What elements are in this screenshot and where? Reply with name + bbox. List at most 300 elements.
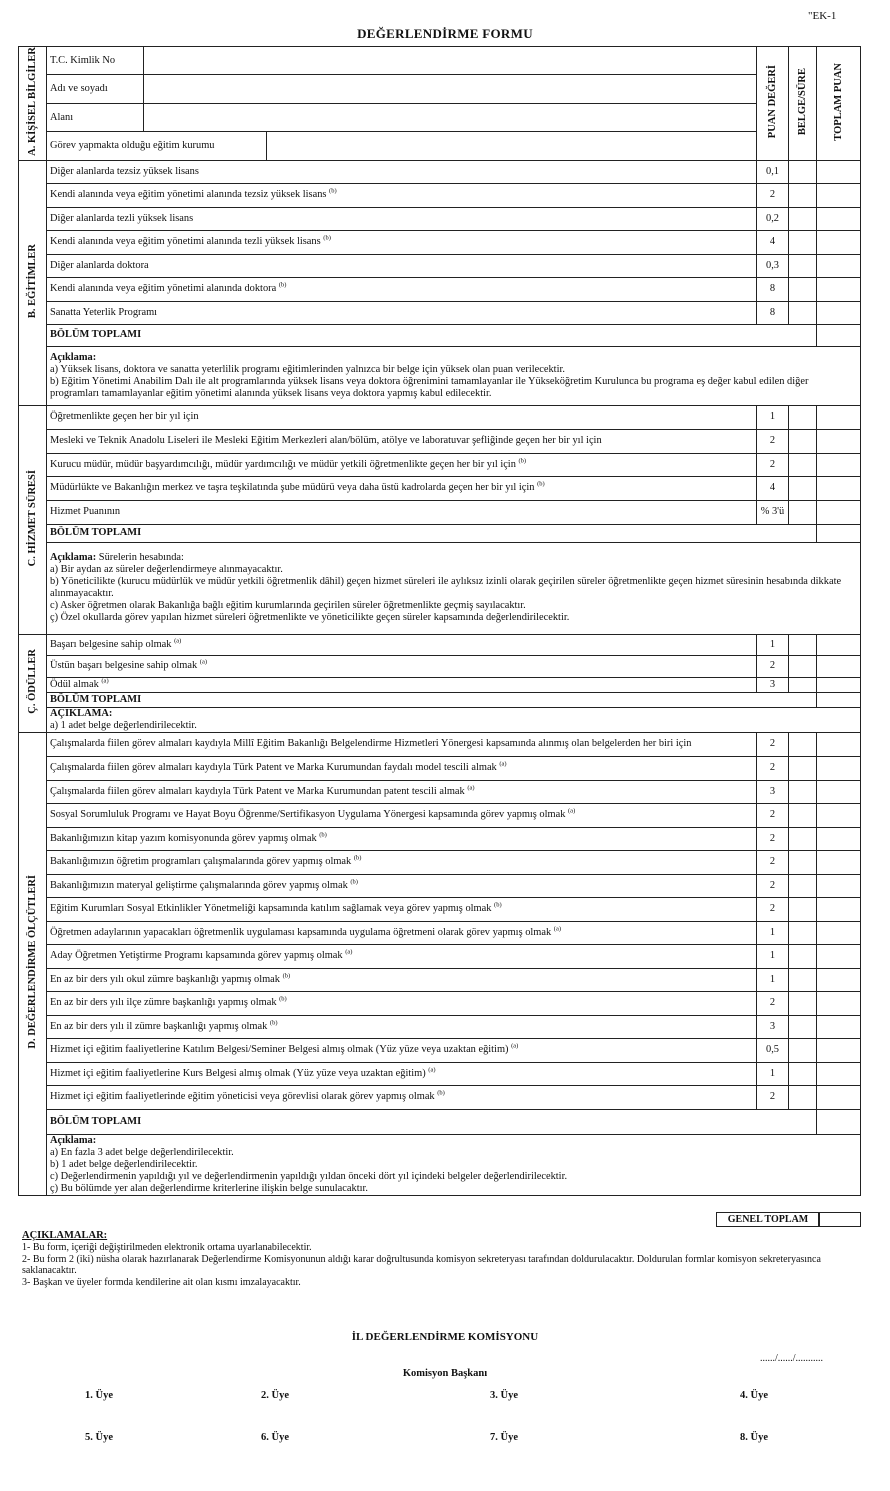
criterion-text bbox=[47, 1062, 757, 1085]
belge-sure-input[interactable] bbox=[789, 476, 817, 500]
section-cc-label bbox=[19, 634, 47, 732]
footer-item: 1- Bu form, içeriği değiştirilmeden elektronik ortama uyarlanabilecektir. bbox=[22, 1241, 312, 1253]
criterion-label: Kendi alanında veya eğitim yönetimi alanında tezsiz yüksek lisans bbox=[50, 189, 327, 201]
belge-sure-input[interactable] bbox=[789, 732, 817, 756]
section-total-input[interactable] bbox=[817, 524, 861, 542]
criterion-text bbox=[47, 874, 757, 897]
footnote-ref: (b) bbox=[279, 995, 287, 1003]
field-value-input[interactable] bbox=[144, 103, 757, 131]
table-row bbox=[19, 827, 861, 850]
criterion-text bbox=[47, 968, 757, 991]
table-row bbox=[19, 524, 861, 542]
criterion-text bbox=[47, 277, 757, 301]
footer-item: 2- Bu form 2 (iki) nüsha olarak hazırlanarak Değerlendirme Komisyonunun aldığı karar doğrultusunda komisyon sekreteryası tarafından doldurulacaktır. Doldurulan formlar komisyon sekreteryasınca saklanacaktır. bbox=[22, 1253, 821, 1277]
points-value: 2 bbox=[757, 756, 789, 780]
toplam-puan-input[interactable] bbox=[817, 160, 861, 183]
note-intro: Sürelerin hesabında: bbox=[98, 552, 184, 564]
criterion-text bbox=[47, 780, 757, 803]
table-row bbox=[19, 1015, 861, 1038]
criterion-label: Çalışmalarda fiilen görev almaları kaydıyla Millî Eğitim Bakanlığı Belgelendirme Hizmetleri Yönergesi kapsamında alınmış olan belgelerden her biri için bbox=[50, 738, 692, 750]
criterion-label: Hizmet içi eğitim faaliyetlerinde eğitim yöneticisi veya görevlisi olarak görev yapmış olmak bbox=[50, 1091, 435, 1103]
toplam-puan-input[interactable] bbox=[817, 827, 861, 850]
member-3: 3. Üye bbox=[490, 1390, 518, 1401]
field-label bbox=[47, 103, 144, 131]
criterion-text bbox=[47, 827, 757, 850]
belge-sure-input[interactable] bbox=[789, 453, 817, 476]
field-label bbox=[47, 75, 144, 103]
criterion-label: Diğer alanlarda doktora bbox=[50, 259, 149, 271]
footnote-ref: (b) bbox=[278, 281, 287, 289]
belge-sure-input[interactable] bbox=[789, 500, 817, 524]
table-row bbox=[19, 874, 861, 897]
toplam-puan-input[interactable] bbox=[817, 1062, 861, 1085]
toplam-puan-input[interactable] bbox=[817, 405, 861, 429]
footer-item: 3- Başkan ve üyeler formda kendilerine ait olan kısmı imzalayacaktır. bbox=[22, 1277, 301, 1289]
belge-sure-input[interactable] bbox=[789, 1085, 817, 1109]
criterion-label: Kendi alanında veya eğitim yönetimi alanında doktora bbox=[50, 283, 277, 295]
header-puan-degeri bbox=[757, 47, 789, 161]
criterion-label: Aday Öğretmen Yetiştirme Programı kapsamında görev yapmış olmak bbox=[50, 950, 343, 962]
belge-sure-input[interactable] bbox=[789, 991, 817, 1015]
section-a-label bbox=[19, 47, 47, 161]
note-item: a) Yüksek lisans, doktora ve sanatta yeterlilik programı eğitimlerinden yalnızca bir belge için yüksek olan puan verilecektir. bbox=[50, 363, 565, 375]
criterion-label: En az bir ders yılı il zümre başkanlığı yapmış olmak bbox=[50, 1020, 268, 1032]
note-title: Açıklama: bbox=[50, 552, 97, 564]
member-4: 4. Üye bbox=[740, 1390, 768, 1401]
table-row bbox=[19, 207, 861, 230]
table-row bbox=[19, 944, 861, 968]
criterion-text bbox=[47, 500, 757, 524]
belge-sure-input[interactable] bbox=[789, 160, 817, 183]
member-7: 7. Üye bbox=[490, 1432, 518, 1443]
criterion-label: Bakanlığımızın kitap yazım komisyonunda görev yapmış olmak bbox=[50, 832, 317, 844]
footnote-ref: (b) bbox=[518, 457, 527, 465]
points-value: 2 bbox=[757, 655, 789, 677]
points-value: 2 bbox=[757, 803, 789, 827]
toplam-puan-input[interactable] bbox=[817, 207, 861, 230]
belge-sure-input[interactable] bbox=[789, 277, 817, 301]
toplam-puan-input[interactable] bbox=[817, 254, 861, 277]
points-value: 8 bbox=[757, 277, 789, 301]
points-value: 3 bbox=[757, 780, 789, 803]
annex-label: "EK-1 bbox=[808, 10, 837, 22]
table-row bbox=[19, 47, 861, 75]
section-total-label bbox=[47, 524, 817, 542]
member-2: 2. Üye bbox=[261, 1390, 289, 1401]
criterion-label: Hizmet içi eğitim faaliyetlerine Katılım Belgesi/Seminer Belgesi almış olmak (Yüz yüze veya uzaktan eğitim) bbox=[50, 1044, 509, 1056]
criterion-text bbox=[47, 850, 757, 874]
table-row bbox=[19, 968, 861, 991]
belge-sure-input[interactable] bbox=[789, 1038, 817, 1062]
field-label-text: T.C. Kimlik No bbox=[50, 54, 116, 66]
belge-sure-input[interactable] bbox=[789, 921, 817, 944]
belge-sure-input[interactable] bbox=[789, 850, 817, 874]
section-cc-label-text: Ç. ÖDÜLLER bbox=[26, 648, 38, 714]
footnote-ref: (b) bbox=[323, 234, 331, 242]
table-row bbox=[19, 476, 861, 500]
toplam-puan-input[interactable] bbox=[817, 874, 861, 897]
points-value: 4 bbox=[757, 476, 789, 500]
points-value: 1 bbox=[757, 634, 789, 655]
table-row bbox=[19, 655, 861, 677]
points-value: 1 bbox=[757, 1062, 789, 1085]
criterion-text bbox=[47, 160, 757, 183]
section-total-input[interactable] bbox=[817, 324, 861, 346]
toplam-puan-input[interactable] bbox=[817, 453, 861, 476]
footnote-ref: (b) bbox=[494, 901, 502, 909]
note-item: b) Yöneticilikte (kurucu müdürlük ve müdür yetkili öğretmenlik dâhil) geçen hizmet süreleri ile aylıksız izinli olarak geçirilen süreler öğretmenlikte geçen hizmet süresinin hesabında dikkate alınmayacaktır. bbox=[50, 576, 842, 600]
criterion-text bbox=[47, 677, 757, 692]
criterion-text bbox=[47, 1038, 757, 1062]
points-value: 0,5 bbox=[757, 1038, 789, 1062]
toplam-puan-input[interactable] bbox=[817, 780, 861, 803]
criterion-text bbox=[47, 429, 757, 453]
points-value: 0,1 bbox=[757, 160, 789, 183]
criterion-label: Kendi alanında veya eğitim yönetimi alanında tezli yüksek lisans bbox=[50, 236, 321, 248]
table-row bbox=[19, 1109, 861, 1134]
table-row bbox=[19, 756, 861, 780]
points-value: 2 bbox=[757, 874, 789, 897]
points-value: 2 bbox=[757, 183, 789, 207]
table-row bbox=[19, 542, 861, 634]
table-row bbox=[19, 277, 861, 301]
toplam-puan-input[interactable] bbox=[817, 429, 861, 453]
belge-sure-input[interactable] bbox=[789, 1015, 817, 1038]
table-row bbox=[19, 75, 861, 103]
points-value: 1 bbox=[757, 968, 789, 991]
field-label-text: Alanı bbox=[50, 111, 74, 123]
form-title: DEĞERLENDİRME FORMU bbox=[357, 26, 533, 41]
date-field[interactable]: ....../....../........... bbox=[760, 1353, 824, 1364]
footnote-ref: (b) bbox=[353, 854, 362, 862]
belge-sure-input[interactable] bbox=[789, 405, 817, 429]
table-row bbox=[19, 1038, 861, 1062]
criterion-text bbox=[47, 897, 757, 921]
field-label-text: Görev yapmakta olduğu eğitim kurumu bbox=[50, 140, 215, 152]
table-row bbox=[19, 230, 861, 254]
criterion-label: Öğretmen adaylarının yapacakları öğretmenlik uygulaması kapsamında uygulama öğretmeni olarak görev yapmış olmak bbox=[50, 926, 552, 938]
member-8: 8. Üye bbox=[740, 1432, 768, 1443]
member-1: 1. Üye bbox=[85, 1390, 113, 1401]
footnote-ref: (b) bbox=[537, 480, 545, 488]
table-row bbox=[19, 346, 861, 405]
section-notes bbox=[47, 542, 861, 634]
criterion-text bbox=[47, 1015, 757, 1038]
section-notes bbox=[47, 1134, 861, 1195]
criterion-label: Diğer alanlarda tezli yüksek lisans bbox=[50, 212, 194, 224]
toplam-puan-input[interactable] bbox=[817, 968, 861, 991]
section-total-input[interactable] bbox=[817, 1109, 861, 1134]
belge-sure-input[interactable] bbox=[789, 429, 817, 453]
criterion-label: Üstün başarı belgesine sahip olmak bbox=[50, 660, 198, 672]
table-row bbox=[19, 692, 861, 707]
belge-sure-input[interactable] bbox=[789, 1062, 817, 1085]
belge-sure-input[interactable] bbox=[789, 968, 817, 991]
criterion-label: Bakanlığımızın materyal geliştirme çalışmalarında görev yapmış olmak bbox=[50, 879, 348, 891]
belge-sure-input[interactable] bbox=[789, 634, 817, 655]
criterion-text bbox=[47, 921, 757, 944]
section-c-label-text: C. HİZMET SÜRESİ bbox=[26, 469, 38, 567]
criterion-text bbox=[47, 803, 757, 827]
section-d-label-text: D. DEĞERLENDİRME ÖLÇÜTLERİ bbox=[26, 875, 38, 1049]
table-row bbox=[19, 301, 861, 324]
points-value: % 3'ü bbox=[757, 500, 789, 524]
criterion-label: Hizmet içi eğitim faaliyetlerine Kurs Belgesi almış olmak (Yüz yüze veya uzaktan eğitim) bbox=[50, 1067, 426, 1079]
section-b-label-text: B. EĞİTİMLER bbox=[26, 243, 38, 318]
criterion-text bbox=[47, 254, 757, 277]
section-total-input[interactable] bbox=[817, 692, 861, 707]
criterion-label: Sosyal Sorumluluk Programı ve Hayat Boyu Öğrenme/Sertifikasyon Uygulama Yönergesi kapsamında görev yapmış olmak bbox=[50, 809, 566, 821]
points-value: 2 bbox=[757, 897, 789, 921]
criterion-label: Diğer alanlarda tezsiz yüksek lisans bbox=[50, 165, 199, 177]
table-row bbox=[19, 780, 861, 803]
footnote-ref: (a) bbox=[428, 1066, 436, 1074]
toplam-puan-input[interactable] bbox=[817, 991, 861, 1015]
criterion-text bbox=[47, 405, 757, 429]
field-value-input[interactable] bbox=[267, 132, 757, 160]
section-total-text: BÖLÜM TOPLAMI bbox=[50, 693, 142, 705]
genel-toplam-value[interactable] bbox=[818, 1212, 861, 1227]
footnote-ref: (a) bbox=[553, 925, 562, 933]
header-puan-degeri-text: PUAN DEĞERİ bbox=[766, 64, 778, 139]
footnote-ref: (b) bbox=[319, 831, 327, 839]
note-item: c) Değerlendirmenin yapıldığı yıl ve değerlendirmenin yapıldığı yıldan önceki dört yıl içindeki belgeler değerlendirilecektir. bbox=[50, 1170, 568, 1182]
belge-sure-input[interactable] bbox=[789, 944, 817, 968]
toplam-puan-input[interactable] bbox=[817, 301, 861, 324]
points-value: 2 bbox=[757, 991, 789, 1015]
header-toplam-puan bbox=[817, 47, 861, 161]
toplam-puan-input[interactable] bbox=[817, 476, 861, 500]
table-row bbox=[19, 707, 861, 732]
points-value: 1 bbox=[757, 405, 789, 429]
footer-title: AÇIKLAMALAR: bbox=[22, 1230, 108, 1241]
footnote-ref: (a) bbox=[199, 658, 207, 666]
table-row bbox=[19, 183, 861, 207]
footnote-ref: (a) bbox=[499, 760, 507, 768]
criterion-label: Ödül almak bbox=[50, 678, 99, 690]
criterion-label: Hizmet Puanının bbox=[50, 506, 121, 518]
note-item: a) 1 adet belge değerlendirilecektir. bbox=[50, 719, 197, 731]
table-row bbox=[19, 991, 861, 1015]
criterion-label: Öğretmenlikte geçen her bir yıl için bbox=[50, 411, 199, 423]
note-title: AÇIKLAMA: bbox=[50, 707, 113, 719]
belge-sure-input[interactable] bbox=[789, 677, 817, 692]
toplam-puan-input[interactable] bbox=[817, 803, 861, 827]
footnote-ref: (b) bbox=[437, 1089, 445, 1097]
criterion-text bbox=[47, 634, 757, 655]
header-toplam-puan-text: TOPLAM PUAN bbox=[832, 62, 844, 141]
member-5: 5. Üye bbox=[85, 1432, 113, 1443]
field-value-input[interactable] bbox=[144, 47, 757, 75]
note-item: ç) Bu bölümde yer alan değerlendirme kriterlerine ilişkin belge sunulacaktır. bbox=[50, 1182, 368, 1194]
note-item: a) Bir aydan az süreler değerlendirmeye alınmayacaktır. bbox=[50, 564, 283, 576]
belge-sure-input[interactable] bbox=[789, 827, 817, 850]
section-total-label bbox=[47, 692, 817, 707]
section-total-label bbox=[47, 324, 817, 346]
note-item: b) Eğitim Yönetimi Anabilim Dalı ile alt programlarında yüksek lisans veya doktora öğrenimini tamamlayanlar ile Yükseköğretim Kurulunca bu programa eş değer kabul edilen diğer programları tamamlayanlar eğitim yönetimi alanında yüksek lisans veya doktora yapmış kabul edilecektir. bbox=[50, 375, 809, 399]
toplam-puan-input[interactable] bbox=[817, 1038, 861, 1062]
belge-sure-input[interactable] bbox=[789, 655, 817, 677]
criterion-text bbox=[47, 476, 757, 500]
criterion-label: Başarı belgesine sahip olmak bbox=[50, 638, 172, 650]
criterion-text bbox=[47, 183, 757, 207]
section-b-label bbox=[19, 160, 47, 405]
criterion-label: En az bir ders yılı okul zümre başkanlığı yapmış olmak bbox=[50, 973, 280, 985]
field-value-input[interactable] bbox=[144, 75, 757, 103]
criterion-label: Kurucu müdür, müdür başyardımcılığı, müdür yardımcılığı ve müdür yetkili öğretmenlikte geçen her bir yıl için bbox=[50, 458, 516, 470]
toplam-puan-input[interactable] bbox=[817, 921, 861, 944]
toplam-puan-input[interactable] bbox=[817, 1085, 861, 1109]
table-row bbox=[19, 634, 861, 655]
table-row bbox=[19, 803, 861, 827]
toplam-puan-input[interactable] bbox=[817, 277, 861, 301]
section-total-label bbox=[47, 1109, 817, 1134]
points-value: 8 bbox=[757, 301, 789, 324]
field-label bbox=[47, 47, 144, 75]
criterion-text bbox=[47, 453, 757, 476]
note-item: c) Asker öğretmen olarak Bakanlığa bağlı eğitim kurumlarında geçirilen süreler öğretmenlikte geçmiş sayılacaktır. bbox=[50, 600, 526, 612]
header-belge-sure-text: BELGE/SÜRE bbox=[796, 67, 808, 135]
criterion-text bbox=[47, 301, 757, 324]
table-row bbox=[19, 732, 861, 756]
belge-sure-input[interactable] bbox=[789, 803, 817, 827]
points-value: 1 bbox=[757, 944, 789, 968]
belge-sure-input[interactable] bbox=[789, 756, 817, 780]
header-belge-sure bbox=[789, 47, 817, 161]
footnote-ref: (b) bbox=[282, 972, 291, 980]
belge-sure-input[interactable] bbox=[789, 183, 817, 207]
note-title: Açıklama: bbox=[50, 351, 97, 363]
belge-sure-input[interactable] bbox=[789, 230, 817, 254]
points-value: 3 bbox=[757, 1015, 789, 1038]
toplam-puan-input[interactable] bbox=[817, 1015, 861, 1038]
table-row bbox=[19, 103, 861, 131]
section-total-text: BÖLÜM TOPLAMI bbox=[50, 1115, 142, 1127]
footnote-ref: (a) bbox=[511, 1042, 519, 1050]
section-a-label-text: A. KİŞİSEL BİLGİLER bbox=[26, 47, 38, 156]
table-row bbox=[19, 160, 861, 183]
points-value: 3 bbox=[757, 677, 789, 692]
table-row bbox=[19, 254, 861, 277]
evaluation-table bbox=[18, 46, 861, 1196]
belge-sure-input[interactable] bbox=[789, 874, 817, 897]
section-total-text: BÖLÜM TOPLAMI bbox=[50, 329, 142, 341]
points-value: 2 bbox=[757, 850, 789, 874]
toplam-puan-input[interactable] bbox=[817, 677, 861, 692]
table-row bbox=[19, 677, 861, 692]
section-d-label bbox=[19, 732, 47, 1195]
footnote-ref: (a) bbox=[345, 948, 353, 956]
points-value: 0,2 bbox=[757, 207, 789, 230]
member-6: 6. Üye bbox=[261, 1432, 289, 1443]
footnote-ref: (a) bbox=[467, 784, 475, 792]
toplam-puan-input[interactable] bbox=[817, 634, 861, 655]
belge-sure-input[interactable] bbox=[789, 207, 817, 230]
toplam-puan-input[interactable] bbox=[817, 230, 861, 254]
toplam-puan-input[interactable] bbox=[817, 500, 861, 524]
section-total-text: BÖLÜM TOPLAMI bbox=[50, 527, 142, 539]
section-notes bbox=[47, 707, 861, 732]
toplam-puan-input[interactable] bbox=[817, 756, 861, 780]
points-value: 2 bbox=[757, 732, 789, 756]
footnote-ref: (b) bbox=[350, 878, 358, 886]
table-row bbox=[19, 324, 861, 346]
footnote-ref: (a) bbox=[568, 807, 576, 815]
field-label bbox=[47, 132, 267, 160]
table-row bbox=[19, 1062, 861, 1085]
criterion-text bbox=[47, 732, 757, 756]
table-row bbox=[19, 429, 861, 453]
toplam-puan-input[interactable] bbox=[817, 850, 861, 874]
points-value: 2 bbox=[757, 429, 789, 453]
criterion-label: Çalışmalarda fiilen görev almaları kaydıyla Türk Patent ve Marka Kurumundan patent tescili almak bbox=[50, 785, 465, 797]
criterion-label: Mesleki ve Teknik Anadolu Liseleri ile Mesleki Eğitim Merkezleri alan/bölüm, atölye ve laboratuvar şefliğinde geçen her bir yıl için bbox=[50, 435, 602, 447]
belge-sure-input[interactable] bbox=[789, 301, 817, 324]
note-item: b) 1 adet belge değerlendirilecektir. bbox=[50, 1158, 198, 1170]
criterion-text bbox=[47, 1085, 757, 1109]
points-value: 2 bbox=[757, 1085, 789, 1109]
note-title: Açıklama: bbox=[50, 1134, 97, 1146]
belge-sure-input[interactable] bbox=[789, 254, 817, 277]
points-value: 4 bbox=[757, 230, 789, 254]
footnote-ref: (b) bbox=[329, 187, 337, 195]
criterion-text bbox=[47, 991, 757, 1015]
points-value: 2 bbox=[757, 453, 789, 476]
table-row bbox=[19, 405, 861, 429]
points-value: 0,3 bbox=[757, 254, 789, 277]
footer-notes bbox=[22, 1230, 862, 1289]
section-notes bbox=[47, 346, 861, 405]
criterion-label: Çalışmalarda fiilen görev almaları kaydıyla Türk Patent ve Marka Kurumundan faydalı model tescili almak bbox=[50, 762, 497, 774]
commission-chair: Komisyon Başkanı bbox=[402, 1368, 488, 1379]
criterion-text bbox=[47, 655, 757, 677]
genel-toplam-label: GENEL TOPLAM bbox=[716, 1212, 820, 1227]
toplam-puan-input[interactable] bbox=[817, 732, 861, 756]
table-row bbox=[19, 1085, 861, 1109]
footnote-ref: (a) bbox=[101, 677, 109, 685]
criterion-text bbox=[47, 944, 757, 968]
criterion-text bbox=[47, 230, 757, 254]
toplam-puan-input[interactable] bbox=[817, 897, 861, 921]
section-c-label bbox=[19, 405, 47, 634]
table-row bbox=[19, 850, 861, 874]
table-row bbox=[19, 1134, 861, 1195]
commission-title: İL DEĞERLENDİRME KOMİSYONU bbox=[351, 1331, 539, 1343]
table-row bbox=[19, 500, 861, 524]
points-value: 2 bbox=[757, 827, 789, 850]
footnote-ref: (b) bbox=[269, 1019, 278, 1027]
footnote-ref: (a) bbox=[174, 637, 182, 645]
criterion-text bbox=[47, 756, 757, 780]
table-row bbox=[19, 453, 861, 476]
note-item: a) En fazla 3 adet belge değerlendirilecektir. bbox=[50, 1146, 234, 1158]
field-label-text: Adı ve soyadı bbox=[50, 83, 108, 95]
table-row bbox=[19, 921, 861, 944]
criterion-text bbox=[47, 207, 757, 230]
criterion-label: Eğitim Kurumları Sosyal Etkinlikler Yönetmeliği kapsamında katılım sağlamak veya görev yapmış olmak bbox=[50, 903, 492, 915]
criterion-label: Sanatta Yeterlik Programı bbox=[50, 306, 158, 318]
toplam-puan-input[interactable] bbox=[817, 655, 861, 677]
criterion-label: En az bir ders yılı ilçe zümre başkanlığı yapmış olmak bbox=[50, 997, 277, 1009]
toplam-puan-input[interactable] bbox=[817, 944, 861, 968]
belge-sure-input[interactable] bbox=[789, 897, 817, 921]
toplam-puan-input[interactable] bbox=[817, 183, 861, 207]
points-value: 1 bbox=[757, 921, 789, 944]
note-item: ç) Özel okullarda görev yapılan hizmet süreleri öğretmenlikte ve yöneticilikte geçen süreler kapsamında değerlendirilecektir. bbox=[50, 612, 570, 624]
belge-sure-input[interactable] bbox=[789, 780, 817, 803]
table-row bbox=[19, 132, 861, 160]
criterion-label: Müdürlükte ve Bakanlığın merkez ve taşra teşkilatında şube müdürü veya daha üstü kadrolarda geçen her bir yıl için bbox=[50, 482, 535, 494]
